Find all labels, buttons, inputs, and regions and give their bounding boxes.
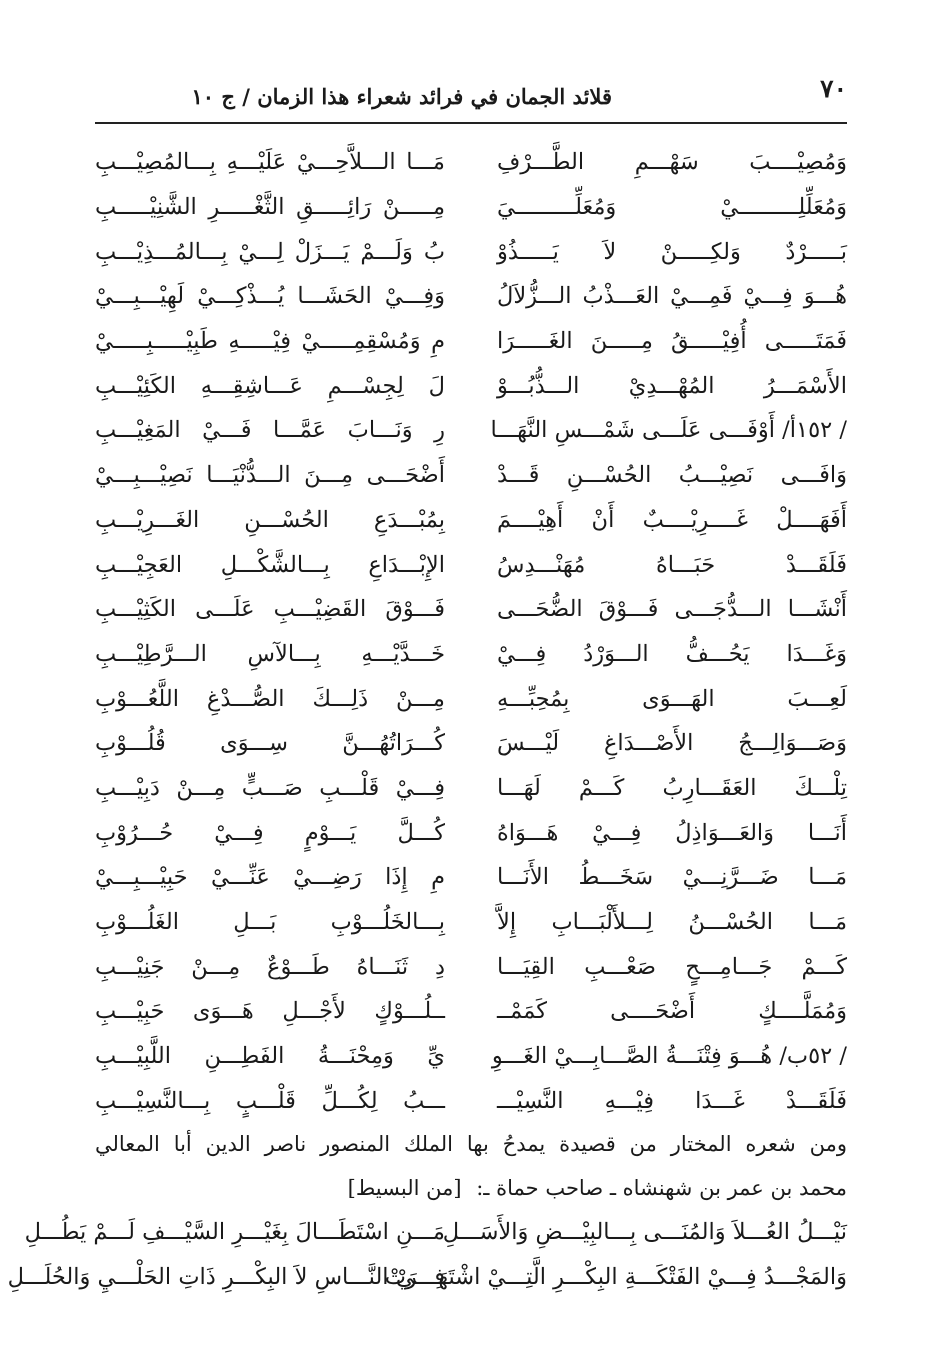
verse xyxy=(95,140,847,185)
hemistich-first: مَـــا ضَـــرَّنِـــيْ سَخَـــطُ الأَنَـــا xyxy=(497,864,847,891)
hemistich-first: نَيْـــلُ العُـــلاَ وَالمُنَـــى بِـــالبِيْـــضِ وَالأَسَـــلِ xyxy=(442,1219,847,1246)
verse xyxy=(95,185,847,230)
verse xyxy=(95,900,847,945)
hemistich-second: بُ وَلَـــمْ يَـــزَلْ لِـــيْ بِـــالمُـــذِيْـــبِ xyxy=(95,238,445,265)
hemistich-second: لَ لِجِسْـــمِ عَـــاشِقِـــهِ الكَئِيْـــبِ xyxy=(95,372,445,399)
hemistich-first: تِلْـــكَ العَقَـــارِبُ كَـــمْ لَهَـــا xyxy=(497,774,847,801)
prose-text: محمد بن عمر بن شهنشاه ـ صاحب حماة ـ: xyxy=(476,1176,847,1200)
verse xyxy=(95,632,847,677)
verse xyxy=(95,542,847,587)
hemistich-first: كَـــمْ جَـــامِـــحٍ صَعْـــبِ القِيَـــا xyxy=(497,953,847,980)
hemistich-first: وَغَـــدَا يَحُـــفُّ الـــوَرْدُ فِـــيْ xyxy=(497,640,847,667)
verse xyxy=(95,1078,847,1123)
hemistich-second: يِّ وَمِحْنَـــةُ الفَطِـــنِ اللَّبِيْـــبِ xyxy=(95,1043,445,1070)
hemistich-first: هُـــوَ فِـــيْ فَمِـــيْ العَـــذْبُ الـــزُّلاَلُ xyxy=(497,283,847,310)
meter-label: [من البسيط] xyxy=(347,1176,462,1200)
hemistich-second: ـــبُ لِكُـــلِّ قَلْـــبٍ بِـــالنَّسِيْـــبِ xyxy=(95,1087,445,1114)
verse xyxy=(95,408,847,453)
hemistich-second: مِ إِذَا رَضِـــيْ عَنِّـــيْ حَبِيْـــبِـــيْ xyxy=(95,864,445,891)
hemistich-first: مَـــا الحُسْـــنُ لِـــلأَلْبَـــابِ إِلاَّ xyxy=(497,909,847,936)
verse xyxy=(95,676,847,721)
hemistich-second: دِ ثَنَـــاهُ طَـــوْعٌ مِـــنْ جَنِيْـــبِ xyxy=(95,953,445,980)
hemistich-first: لَعِـــبَ الهَـــوَى بِمُحِبِّـــهِ xyxy=(497,685,847,712)
hemistich-first: وَمُصِيْــــبَ سَهْـــمِ الطَّـــرْفِ xyxy=(497,149,847,176)
hemistich-first: وَمُعَلِّلِـــــــــيْ وَمُعَلِّـــــــــيَ xyxy=(497,194,847,221)
page-header xyxy=(95,70,847,120)
hemistich-second: بِمُبْـــدَعِ الحُسْـــنِ الغَـــرِيْـــبِ xyxy=(95,506,445,533)
hemistich-first: فَمَتَـــــى أُفِيْـــــقُ مِـــــنَ الغَـــــرَا xyxy=(497,328,847,355)
verse xyxy=(95,319,847,364)
verse xyxy=(95,498,847,543)
hemistich-first: وَافَـــى نَصِيْـــبُ الحُسْـــنِ قَـــدْ xyxy=(497,462,847,489)
hemistich-first: وَصَـــوَالِـــجُ الأَصْـــدَاغِ لَيْـــسَ xyxy=(497,730,847,757)
prose-line xyxy=(95,1166,847,1210)
hemistich-second: وَفِـــيْ الحَشَـــا يُـــذْكِـــيْ لَهِيْـــبِـــيْ xyxy=(95,283,445,310)
hemistich-first: أَنَـــا وَالعَـــوَاذِلُ فِـــيْ هَـــوَاهُ xyxy=(497,819,847,846)
verse xyxy=(95,944,847,989)
hemistich-second: كُـــلَّ يَـــوْمٍ فِـــيْ حُـــرُوْبِ xyxy=(95,819,445,846)
verse xyxy=(95,274,847,319)
verse xyxy=(7,1255,847,1300)
verse xyxy=(95,989,847,1034)
hemistich-first: وَمُمَلَّــــكٍ أَضْحَــــى كَمَمْــ xyxy=(497,998,847,1025)
verse xyxy=(95,363,847,408)
hemistich-first: الأَسْمَـــرُ المُهْـــدِيْ الـــذُّبُـــوْ xyxy=(497,372,847,399)
hemistich-first: أَفَهَــــلْ غَــــرِيْــــبٌ أَنْ أَهِيْــــمَ xyxy=(497,506,847,533)
hemistich-second: بِـــالخَلُـــوْبِ بَـــلِ الغَلُـــوْبِ xyxy=(95,909,445,936)
hemistich-second: خَـــدَّيْـــهِ بِـــالآسِ الـــرَّطِيْـــبِ xyxy=(95,640,445,667)
prose-line: ومن شعره المختار من قصيدة يمدحُ بها الملك المنصور ناصر الدين أبا المعالي xyxy=(95,1132,847,1156)
hemistich-first: / ١٥٢أ/ أَوْفَـــى عَلَـــى شَمْـــسِ النَّهَـــا xyxy=(490,417,847,444)
hemistich-second: الإِبْـــدَاعِ بِـــالشَّكْـــلِ العَجِيْـــبِ xyxy=(95,551,445,578)
hemistich-second: أَضْحَـــى مِـــنَ الـــدُّنْيَـــا نَصِيْـــبِـــيْ xyxy=(95,462,445,489)
hemistich-first: / ٥٢ب/ هُـــوَ فِتْنَـــةُ الصَّـــابِـــيْ الغَـــوِ xyxy=(491,1043,847,1070)
intro-prose xyxy=(95,1122,847,1210)
hemistich-first: أَنْشَـــا الـــدُّجَـــى فَـــوْقَ الضُّحَـــى xyxy=(497,596,847,623)
hemistich-second: رِ وَنَـــابَ عَمَّـــا فَـــيْ المَغِيْـــبِ xyxy=(95,417,445,444)
page-number: ٧٠ xyxy=(820,74,847,103)
running-title: قلائد الجمان في فرائد شعراء هذا الزمان / ج ١٠ xyxy=(191,84,612,109)
hemistich-second: فِـــيْ النَّـــاسِ لاَ البِكْـــرِ ذَاتِ الحَلْـــيِ وَالحُلَـــلِ xyxy=(7,1264,445,1291)
verse xyxy=(95,766,847,811)
hemistich-first: فَلَقَـــدْ غَـــدَا فِيْـــهِ النَّسِيْـــ xyxy=(497,1087,847,1114)
verse xyxy=(95,810,847,855)
hemistich-second: مِـــنْ ذَلِـــكَ الصُّـــدْغِ اللَّعُـــوْبِ xyxy=(95,685,445,712)
poem-second xyxy=(7,1210,847,1299)
hemistich-first: فَلَقَـــدْ حَبَـــاهُ مُهَنْـــدِسُ xyxy=(497,551,847,578)
verse xyxy=(95,453,847,498)
verse xyxy=(24,1210,847,1255)
hemistich-second: فِـــيْ قَلْـــبِ صَـــبٍّ مِـــنْ دَبِيْـــبِ xyxy=(95,774,445,801)
verse xyxy=(95,1034,847,1079)
hemistich-second: مِ وَمُسْقِمِـــــيْ فِيْـــــهِ طَبِيْـــــبِـــــيْ xyxy=(95,328,445,355)
poem xyxy=(95,140,847,1123)
hemistich-first: وَالمَجْـــدُ فِـــيْ الفَتْكَـــةِ البِكْـــرِ الَّتِـــيْ اشْتَهَـــرَتْ xyxy=(384,1264,847,1291)
hemistich-second: مِـــــنْ رَائِـــــقِ الثَّغْـــــرِ الشَّنِيْـــــبِ xyxy=(95,194,445,221)
hemistich-second: ــلُـــوْكٍ لأَجْـــلِ هَـــوَى حَبِيْـــبِ xyxy=(95,998,445,1025)
verse xyxy=(95,587,847,632)
hemistich-second: فَـــوْقَ القَضِيْـــبِ عَلَـــى الكَثِيْـــبِ xyxy=(95,596,445,623)
verse xyxy=(95,229,847,274)
verse xyxy=(95,855,847,900)
hemistich-second: كُـــرَاتُهُـــنَّ سِـــوَى قُلُـــوْبِ xyxy=(95,730,445,757)
hemistich-second: مَـــنِ اسْتَطَـــالَ بِغَيْـــرِ السَّيْـــفِ لَـــمْ يَطُـــلِ xyxy=(24,1219,445,1246)
hemistich-second: مَـــا الـــلاَّحِـــيْ عَلَيْـــهِ بِـــالمُصِيْـــبِ xyxy=(95,149,445,176)
hemistich-first: بَـــــرْدٌ وَلكِـــــنْ لاَ يَـــــذُوْ xyxy=(497,238,847,265)
header-rule xyxy=(95,122,847,124)
verse xyxy=(95,721,847,766)
